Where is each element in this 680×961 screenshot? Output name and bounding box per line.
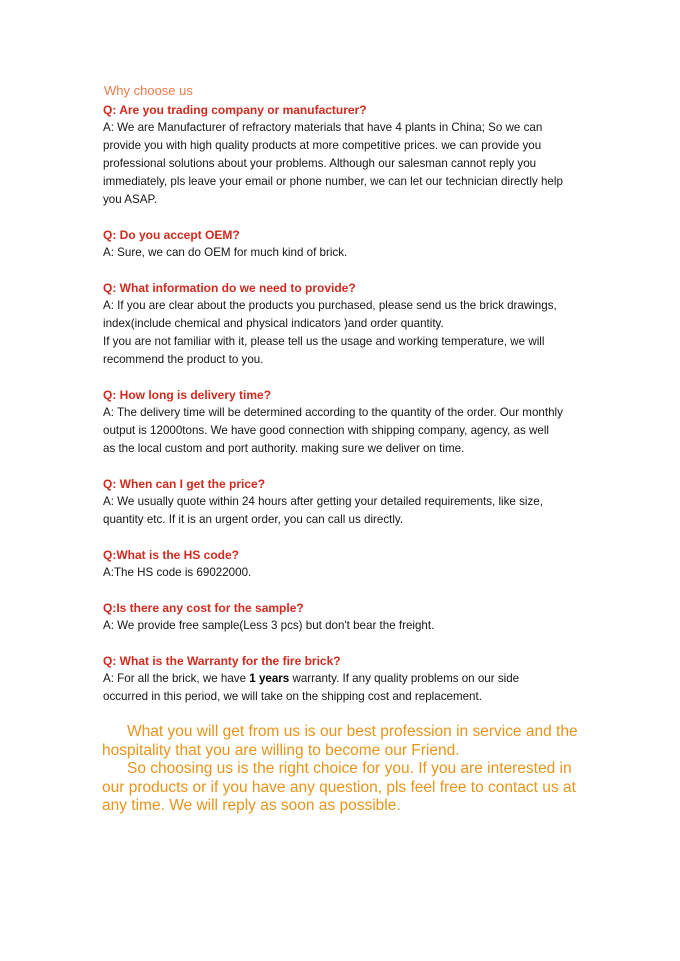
answer-line: index(include chemical and physical indicators )and order quantity.	[103, 317, 444, 330]
answer-line: A:The HS code is 69022000.	[103, 566, 252, 579]
answer-line: you ASAP.	[103, 193, 157, 206]
answer-line: A: We are Manufacturer of refractory materials that have 4 plants in China; So we can	[103, 121, 543, 134]
answer-line: output is 12000tons. We have good connection with shipping company, agency, as well	[103, 424, 549, 437]
answer-line: If you are not familiar with it, please tell us the usage and working temperature, we will	[103, 335, 545, 348]
answer-line: quantity etc. If it is an urgent order, you can call us directly.	[103, 513, 404, 526]
closing-line: What you will get from us is our best profession in service and the	[127, 723, 578, 740]
faq-item	[103, 386, 583, 458]
faq-answer	[103, 493, 583, 529]
closing-line: our products or if you have any question, pls feel free to contact us at	[102, 778, 576, 796]
faq-item	[103, 599, 583, 635]
faq-question: Q: What is the Warranty for the fire brick?	[103, 654, 341, 668]
faq-question: Q:What is the HS code?	[103, 548, 240, 562]
faq-item	[103, 652, 583, 706]
closing-statement	[102, 723, 592, 816]
faq-answer	[103, 119, 583, 209]
answer-text: A: For all the brick, we have	[103, 672, 250, 685]
section-heading: Why choose us	[104, 83, 193, 98]
answer-line: professional solutions about your problems. Although our salesman cannot reply you	[103, 157, 537, 170]
closing-line: any time. We will reply as soon as possible.	[102, 797, 401, 815]
faq-item	[103, 546, 583, 582]
answer-line: A: We usually quote within 24 hours after getting your detailed requirements, like size,	[103, 495, 543, 508]
faq-question: Q: What information do we need to provide?	[103, 281, 356, 295]
faq-question: Q: When can I get the price?	[103, 477, 266, 491]
answer-line: as the local custom and port authority. making sure we deliver on time.	[103, 442, 465, 455]
faq-question: Q: Are you trading company or manufacturer?	[103, 103, 367, 117]
faq-item	[103, 101, 583, 209]
faq-answer	[103, 564, 583, 582]
answer-line: A: We provide free sample(Less 3 pcs) but don't bear the freight.	[103, 619, 435, 632]
answer-line: recommend the product to you.	[103, 353, 264, 366]
faq-answer	[103, 617, 583, 635]
answer-line: A: Sure, we can do OEM for much kind of brick.	[103, 246, 348, 259]
answer-line: A: If you are clear about the products you purchased, please send us the brick drawings,	[103, 299, 557, 312]
faq-item	[103, 279, 583, 369]
closing-line: hospitality that you are willing to become our Friend.	[102, 741, 460, 759]
faq-list	[103, 101, 583, 723]
answer-line: occurred in this period, we will take on the shipping cost and replacement.	[103, 690, 482, 703]
faq-item	[103, 475, 583, 529]
faq-answer	[103, 670, 583, 706]
answer-line: A: The delivery time will be determined according to the quantity of the order. Our monthly	[103, 406, 563, 419]
faq-answer	[103, 404, 583, 458]
answer-line	[103, 670, 583, 688]
faq-item	[103, 226, 583, 262]
faq-question: Q: How long is delivery time?	[103, 388, 272, 402]
closing-line: So choosing us is the right choice for you. If you are interested in	[127, 760, 572, 778]
answer-text: warranty. If any quality problems on our side	[289, 672, 520, 685]
faq-question: Q:Is there any cost for the sample?	[103, 601, 304, 615]
answer-line: immediately, pls leave your email or phone number, we can let our technician directly help	[103, 175, 563, 188]
faq-answer	[103, 244, 583, 262]
faq-question: Q: Do you accept OEM?	[103, 228, 240, 242]
warranty-duration: 1 years	[249, 672, 290, 685]
answer-line: provide you with high quality products at more competitive prices. we can provide you	[103, 139, 542, 152]
faq-answer	[103, 297, 583, 369]
